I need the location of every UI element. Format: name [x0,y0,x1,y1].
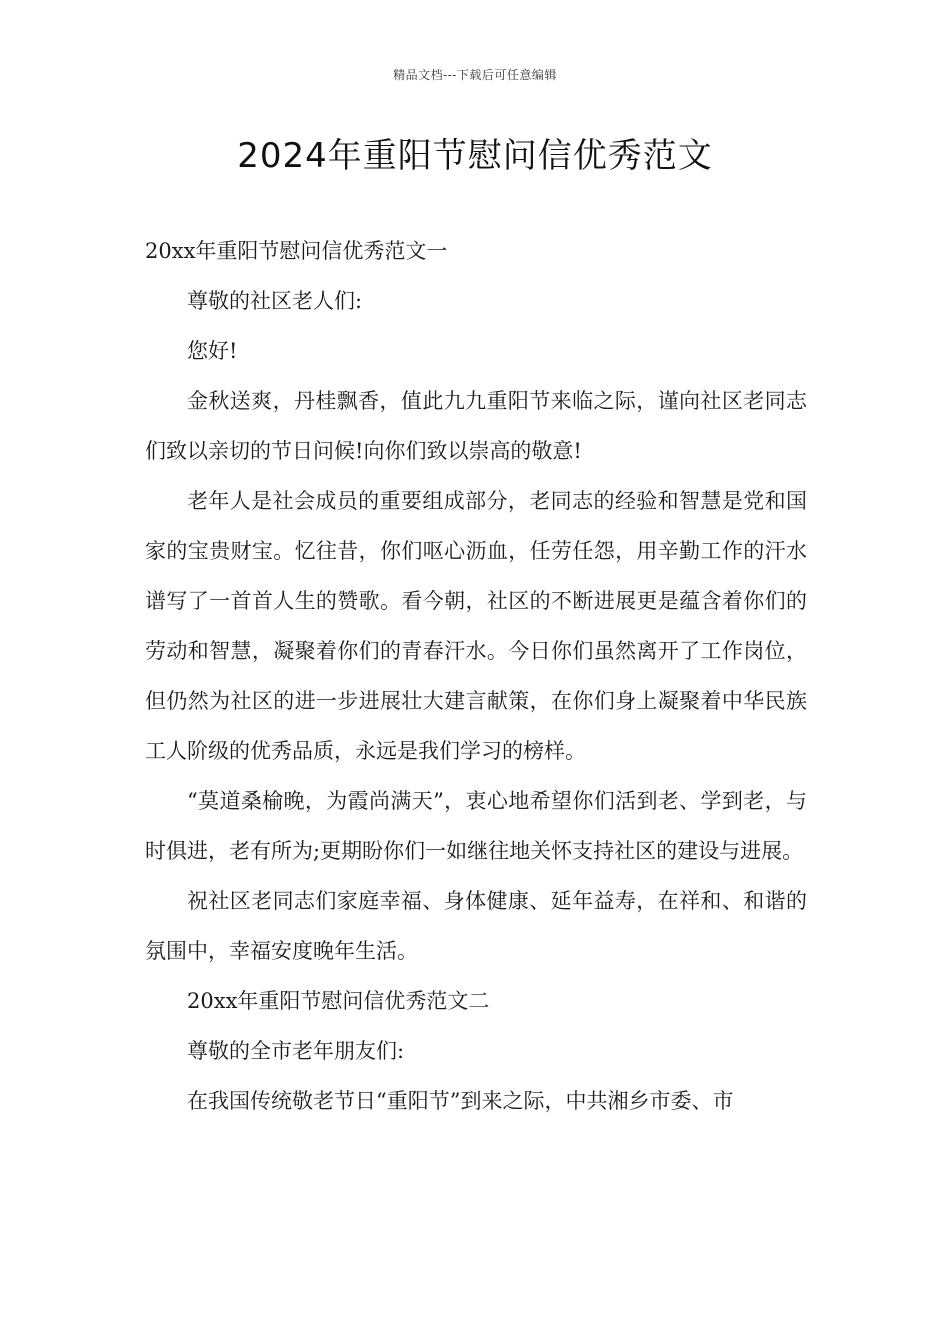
paragraph: 金秋送爽，丹桂飘香，值此九九重阳节来临之际，谨向社区老同志们致以亲切的节日问候!向你们致以崇高的敬意! [145,389,807,463]
paragraph: 祝社区老同志们家庭幸福、身体健康、延年益寿，在祥和、和谐的氛围中，幸福安度晚年生活。 [145,889,807,963]
header-note: 精品文档---下载后可任意编辑 [393,68,557,82]
section-heading-1: 20xx年重阳节慰问信优秀范文一 [145,239,448,263]
document-title: 2024年重阳节慰问信优秀范文 [237,136,713,176]
paragraph: 在我国传统敬老节日“重阳节”到来之际，中共湘乡市委、市 [187,1089,734,1113]
section-heading-2: 20xx年重阳节慰问信优秀范文二 [187,989,490,1013]
paragraph: 老年人是社会成员的重要组成部分，老同志的经验和智慧是党和国家的宝贵财宝。忆往昔，你们呕心沥血，任劳任怨，用辛勤工作的汗水谱写了一首首人生的赞歌。看今朝，社区的不断进展更是蕴含着你们的劳动和智慧，凝聚着你们的青春汗水。今日你们虽然离开了工作岗位，但仍然为社区的进一步进展壮大建言献策，在你们身上凝聚着中华民族工人阶级的优秀品质，永远是我们学习的榜样。 [145,489,807,763]
greeting: 您好! [187,339,238,363]
document-body [145,226,807,1126]
salutation-1: 尊敬的社区老人们: [187,289,363,313]
paragraph: “莫道桑榆晚，为霞尚满天”，衷心地希望你们活到老、学到老，与时俱进，老有所为;更期盼你们一如继往地关怀支持社区的建设与进展。 [145,789,807,863]
salutation-2: 尊敬的全市老年朋友们: [187,1039,405,1063]
